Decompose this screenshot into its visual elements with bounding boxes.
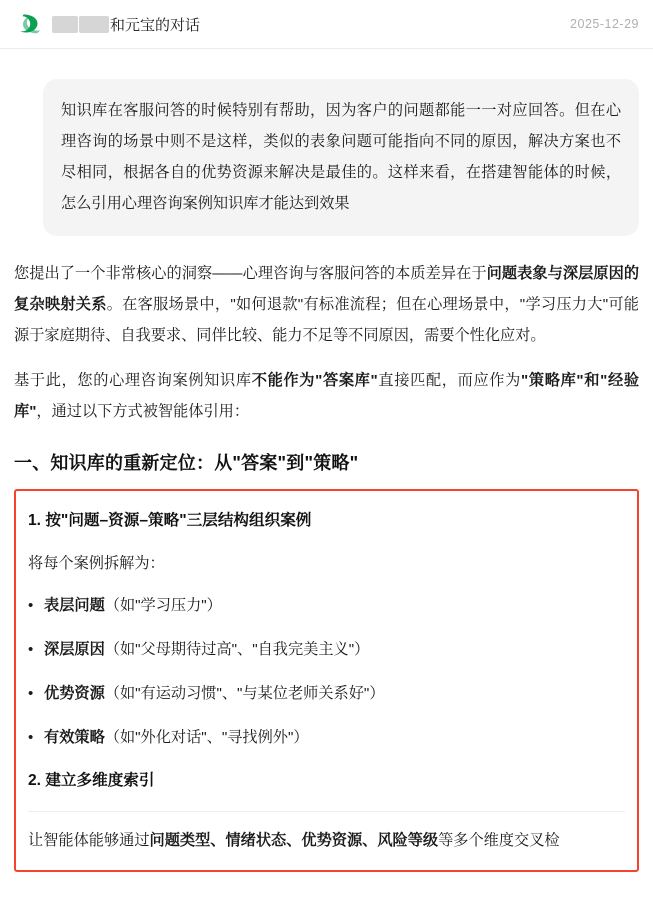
paragraph-2-bold-2: "策略库"和"经验库" xyxy=(14,372,640,420)
highlight-lead-text: 将每个案例拆解为： xyxy=(28,555,165,572)
paragraph-1-text-a: 您提出了一个非常核心的洞察——心理咨询与客服问答的本质差异在于 xyxy=(14,265,487,282)
redacted-name-block-2 xyxy=(79,16,109,33)
assistant-paragraph-1 xyxy=(14,258,639,351)
paragraph-2-text-e: ，通过以下方式被智能体引用： xyxy=(36,403,250,420)
tail-text-a: 让智能体能够通过 xyxy=(28,832,150,849)
tail-text-c: 等多个维度交叉检 xyxy=(438,832,560,849)
highlight-tail-text xyxy=(28,826,625,856)
conversation-body xyxy=(0,49,653,872)
list-item-label: 表层问题 xyxy=(44,597,105,614)
tail-bold: 问题类型、情绪状态、优势资源、风险等级 xyxy=(149,832,439,849)
list-item-detail: （如"外化对话"、"寻找例外"） xyxy=(104,729,309,746)
case-structure-list xyxy=(28,591,625,753)
page-title: 和元宝的对话 xyxy=(110,16,201,34)
chat-title-wrap xyxy=(52,14,560,35)
list-item xyxy=(28,679,625,709)
list-item xyxy=(28,723,625,753)
assistant-message xyxy=(14,236,639,872)
paragraph-2-text-a: 基于此，您的心理咨询案例知识库 xyxy=(14,372,252,389)
content-divider xyxy=(28,811,625,812)
user-message-bubble: 知识库在客服问答的时候特别有帮助，因为客户的问题都能一一对应回答。但在心理咨询的场景中则不是这样，类似的表象问题可能指向不同的原因，解决方案也不尽相同，根据各自的优势资源来解决是最佳的。这样来看，在搭建智能体的时候，怎么引用心理咨询案例知识库才能达到效果 xyxy=(43,79,639,236)
highlighted-region xyxy=(14,489,639,872)
list-item-label: 有效策略 xyxy=(44,729,105,746)
list-item-detail: （如"学习压力"） xyxy=(104,597,222,614)
list-item-detail: （如"有运动习惯"、"与某位老师关系好"） xyxy=(104,685,385,702)
section-heading: 一、知识库的重新定位：从"答案"到"策略" xyxy=(14,453,359,473)
app-header xyxy=(0,0,653,48)
list-item xyxy=(28,591,625,621)
conversation-date: 2025-12-29 xyxy=(570,17,639,31)
paragraph-2-bold-1: 不能作为"答案库" xyxy=(251,372,378,389)
subsection-heading-1: 1. 按"问题–资源–策略"三层结构组织案例 xyxy=(28,512,312,529)
redacted-name-block-1 xyxy=(52,16,78,33)
list-item xyxy=(28,635,625,665)
logo-icon xyxy=(15,9,45,39)
list-item-label: 优势资源 xyxy=(44,685,105,702)
app-logo[interactable] xyxy=(14,8,46,40)
list-item-label: 深层原因 xyxy=(44,641,105,658)
assistant-paragraph-2 xyxy=(14,365,639,427)
list-item-detail: （如"父母期待过高"、"自我完美主义"） xyxy=(104,641,370,658)
paragraph-2-text-c: 直接匹配，而应作为 xyxy=(377,372,522,389)
paragraph-1-bold: 问题表象与深层原因的复杂映射关系 xyxy=(14,265,640,313)
paragraph-1-text-c: 。在客服场景中，"如何退款"有标准流程；但在心理场景中，"学习压力大"可能源于家庭期待、自我要求、同伴比较、能力不足等不同原因，需要个性化应对。 xyxy=(14,296,639,344)
user-message-row xyxy=(14,49,639,236)
subsection-heading-2: 2. 建立多维度索引 xyxy=(28,772,155,789)
